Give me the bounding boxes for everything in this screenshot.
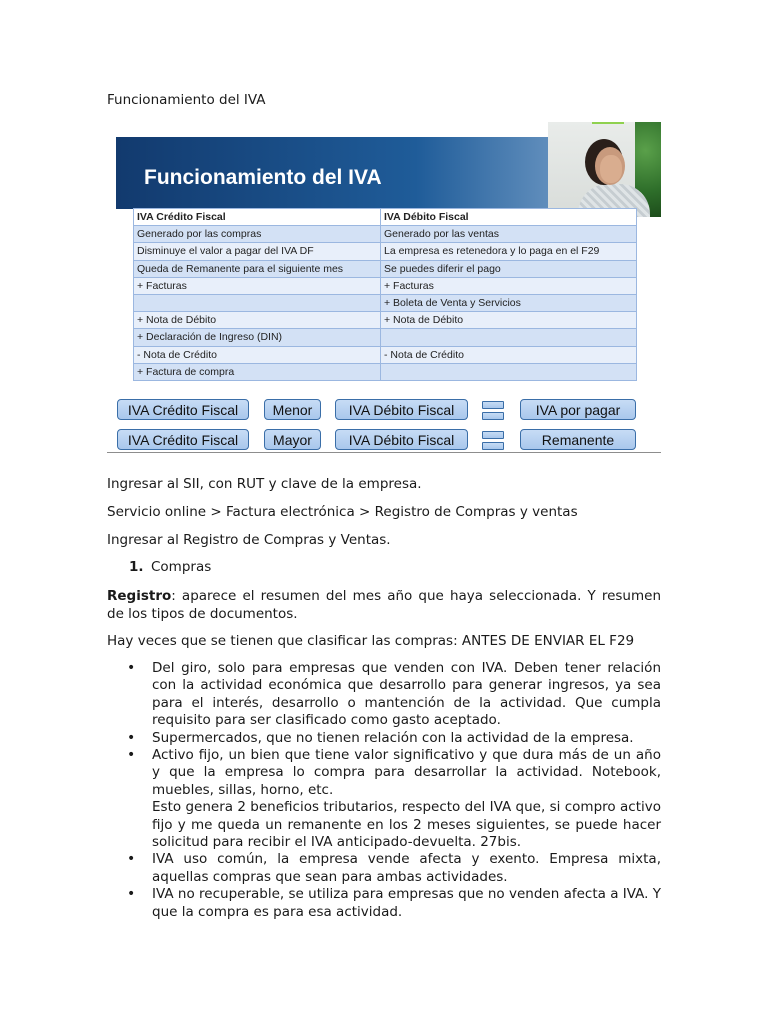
bullet-text: Supermercados, que no tienen relación con la actividad de la empresa. [152,729,634,746]
eq1-credito-box: IVA Crédito Fiscal [117,399,249,420]
table-cell: + Boleta de Venta y Servicios [381,294,637,311]
bullet-list [107,660,661,921]
iva-table [133,208,637,381]
table-cell: La empresa es retenedora y lo paga en el F29 [381,243,637,260]
eq2-debito-box: IVA Débito Fiscal [335,429,468,450]
webcam-overlay [548,122,661,217]
lamp-decoration [592,122,624,124]
table-row [134,312,637,329]
table-cell: - Nota de Crédito [381,346,637,363]
table-row [134,363,637,380]
table-cell: Disminuye el valor a pagar del IVA DF [134,243,381,260]
table-cell: + Facturas [134,277,381,294]
table-row [134,346,637,363]
bullet-text: Activo fijo, un bien que tiene valor significativo y que dura más de un año y que la empresa lo compra para desarrollar la actividad. Notebook, muebles, sillas, horno, etc. [152,747,661,798]
table-cell: + Nota de Débito [134,312,381,329]
table-cell: + Nota de Débito [381,312,637,329]
bullet-text: Del giro, solo para empresas que venden con IVA. Deben tener relación con la actividad económica que desarrollo para generar ingresos, ya sea para el interés, desarrollo o mantención de la actividad. Que cumpla requisito para ser clasificado como gasto aceptado. [152,660,661,729]
slide-title: Funcionamiento del IVA [144,166,382,189]
registro-label: Registro [107,588,172,604]
list-item [107,660,661,730]
table-row [134,329,637,346]
presenter-face [600,155,622,183]
table-cell [134,294,381,311]
table-cell: Queda de Remanente para el siguiente mes [134,260,381,277]
table-cell: Generado por las compras [134,226,381,243]
bullet-text-extra: Esto genera 2 beneficios tributarios, respecto del IVA que, si compro activo fijo y me queda un remanente en los 2 meses siguientes, se puede hacer solicitud para recibir el IVA anticipado-devuelta. 27bis. [152,799,661,851]
paragraph-clasificar: Hay veces que se tienen que clasificar las compras: ANTES DE ENVIAR EL F29 [107,633,635,649]
eq2-credito-box: IVA Crédito Fiscal [117,429,249,450]
table-cell: Generado por las ventas [381,226,637,243]
bullet-text: IVA no recuperable, se utiliza para empresas que no venden afecta a IVA. Y que la compra es para esa actividad. [152,886,661,920]
numbered-list-item [129,559,211,575]
paragraph-sii: Ingresar al SII, con RUT y clave de la empresa. [107,476,422,492]
list-item [107,730,661,747]
table-cell: Se puedes diferir el pago [381,260,637,277]
bullet-icon: • [127,729,136,746]
list-item-label: Compras [151,559,212,575]
header-debito: IVA Débito Fiscal [381,209,637,226]
table-row [134,243,637,260]
table-row [134,260,637,277]
slide-divider [107,452,661,453]
bullet-icon: • [127,660,136,676]
list-item [107,747,661,851]
eq2-result-box: Remanente [520,429,636,450]
list-item [107,851,661,886]
table-cell [381,363,637,380]
table-cell: + Declaración de Ingreso (DIN) [134,329,381,346]
document-title: Funcionamiento del IVA [107,92,266,108]
header-credito: IVA Crédito Fiscal [134,209,381,226]
table-row [134,294,637,311]
table-cell: + Facturas [381,277,637,294]
paragraph-path: Servicio online > Factura electrónica > Registro de Compras y ventas [107,504,578,520]
table-row [134,226,637,243]
bullet-text: IVA uso común, la empresa vende afecta y exento. Empresa mixta, aquellas compras que sean para ambas actividades. [152,851,661,885]
paragraph-registro-desc [107,587,661,623]
list-item [107,886,661,921]
equals-icon [482,431,504,448]
eq1-result-box: IVA por pagar [520,399,636,420]
slide-image [107,122,661,453]
registro-text: : aparece el resumen del mes año que haya seleccionada. Y resumen de los tipos de documentos. [107,588,661,622]
equals-icon [482,401,504,418]
eq1-op-box: Menor [264,399,321,420]
bullet-icon: • [127,851,136,868]
table-cell: - Nota de Crédito [134,346,381,363]
eq2-op-box: Mayor [264,429,321,450]
list-number: 1. [129,559,144,575]
paragraph-registro: Ingresar al Registro de Compras y Ventas. [107,532,391,548]
table-cell: + Factura de compra [134,363,381,380]
eq1-debito-box: IVA Débito Fiscal [335,399,468,420]
table-header-row [134,209,637,226]
table-row [134,277,637,294]
bullet-icon: • [127,747,136,764]
bullet-icon: • [127,886,136,903]
table-cell [381,329,637,346]
